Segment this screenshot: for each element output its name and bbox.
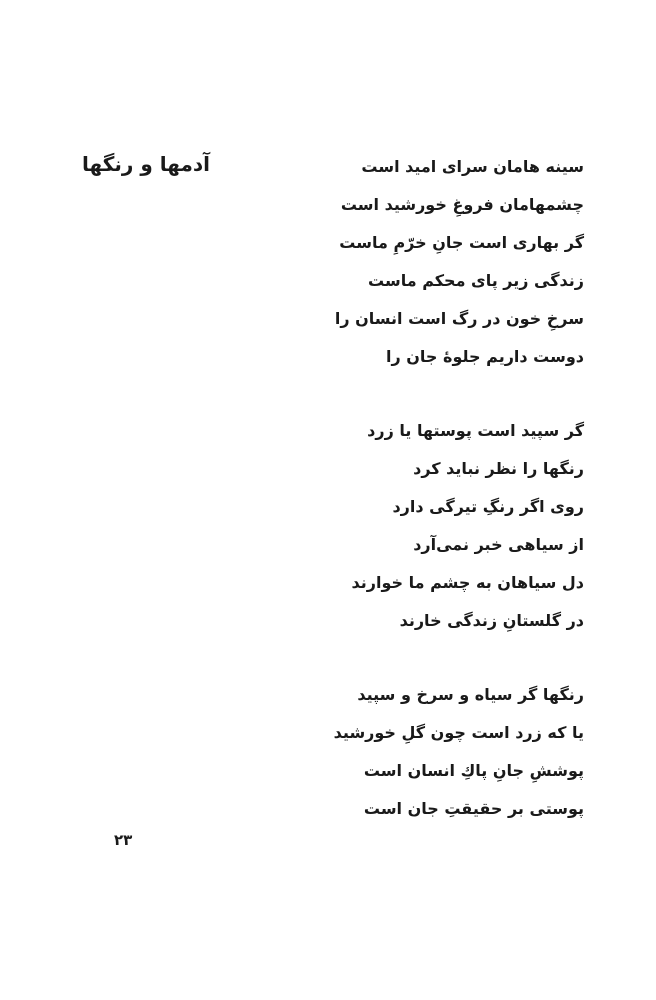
poem-line: رنگها را نظر نباید کرد [413,459,584,478]
stanza-divider [284,376,584,412]
poem-line: رنگها گر سیاه و سرخ و سپید [357,685,584,704]
poem-line: سینه هامان سرای امید است [361,157,584,176]
stanza-divider [284,640,584,676]
poem-title: آدمها و رنگها [82,152,210,176]
poem-line: دوست داریم جلوهٔ جان را [386,347,584,366]
poem-line: از سیاهی خبر نمی‌آرد [413,535,584,554]
poem-line: چشمهامان فروغِ خورشید است [340,195,584,214]
stanza-1 [284,148,584,376]
stanza-3 [284,676,584,828]
poem-body [284,148,584,828]
poem-line: روی اگر رنگِ تیرگی دارد [392,497,584,516]
poem-line: گر سپید است پوستها یا زرد [367,421,584,440]
poem-line: پوستی بر حقیقتِ جان است [363,799,584,818]
poem-line: پوششِ جانِ پاكِ انسان است [363,761,584,780]
poem-line: در گلستانِ زندگی خارند [399,611,584,630]
stanza-2 [284,412,584,640]
poem-line: دل سیاهان به چشم ما خوارند [351,573,584,592]
poem-line: یا که زرد است چون گلِ خورشید [333,723,584,742]
poem-line: گر بهاری است جانِ خرّمِ ماست [339,233,584,252]
poem-line: سرخِ خون در رگ است انسان را [334,309,584,328]
poem-line: زندگی زیر پای محکم ماست [368,271,584,290]
page-number: ۲۳ [114,831,133,849]
